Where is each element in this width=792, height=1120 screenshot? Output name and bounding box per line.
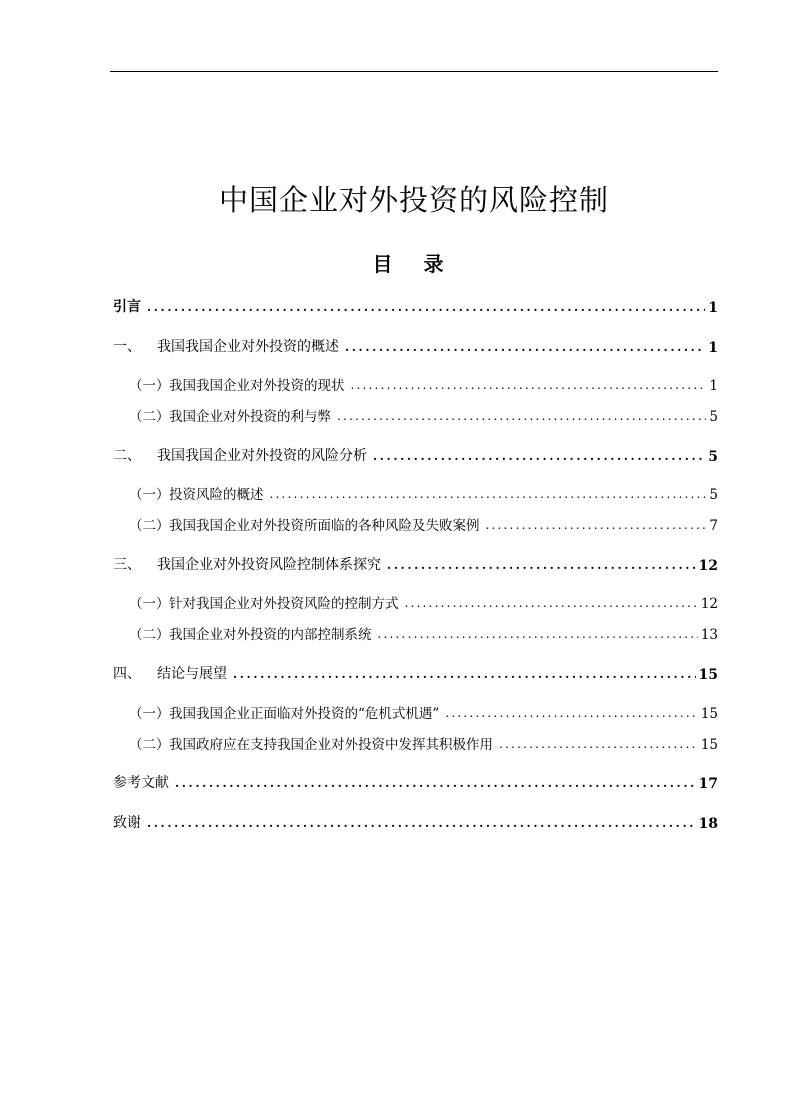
toc-heading: 目 录 xyxy=(372,252,456,276)
toc-leader xyxy=(486,518,707,534)
toc-leader xyxy=(351,378,707,394)
toc-leader xyxy=(337,409,706,425)
toc-entry-number: （一） xyxy=(129,706,170,722)
toc-entry-number: 四、 xyxy=(113,666,141,682)
toc-entry-chapter-3[interactable] xyxy=(113,552,718,574)
toc-page-number: 15 xyxy=(698,667,718,683)
toc-entry-text: 结论与展望 xyxy=(157,666,227,682)
toc-page-number: 1 xyxy=(708,300,718,316)
toc-entry-text: 我国企业对外投资风险控制体系探究 xyxy=(157,557,381,573)
toc-entry-text: 我国我国企业对外投资所面临的各种风险及失败案例 xyxy=(169,518,480,534)
toc-page-number: 15 xyxy=(700,706,718,722)
toc-leader xyxy=(270,487,707,503)
toc-entry-number: （二） xyxy=(129,627,170,643)
toc-entry-text: 我国企业对外投资的利与弊 xyxy=(169,409,331,425)
toc-leader xyxy=(387,558,696,574)
toc-entry-text: 我国我国企业对外投资的概述 xyxy=(157,339,339,355)
toc-entry-section-4-1[interactable] xyxy=(129,700,718,722)
toc-entry-section-3-1[interactable] xyxy=(129,590,718,612)
toc-entry-number: （二） xyxy=(129,737,170,753)
toc-page-number: 17 xyxy=(698,776,718,792)
toc-leader xyxy=(147,816,696,832)
toc-entry-acknowledgements[interactable] xyxy=(113,810,718,832)
toc-page-number: 18 xyxy=(698,816,718,832)
toc-entry-text: 我国我国企业对外投资的现状 xyxy=(169,378,345,394)
toc-entry-text: 我国我国企业对外投资的风险分析 xyxy=(157,448,367,464)
toc-entry-text: 我国我国企业正面临对外投资的“危机式机遇” xyxy=(169,706,440,722)
toc-leader xyxy=(499,737,698,753)
toc-leader xyxy=(405,596,698,612)
toc-leader xyxy=(373,449,705,465)
toc-entry-text: 投资风险的概述 xyxy=(169,487,264,503)
toc-page-number: 15 xyxy=(700,737,718,753)
toc-entry-number: （一） xyxy=(129,596,170,612)
header-rule xyxy=(110,71,718,72)
toc-entry-text: 针对我国企业对外投资风险的控制方式 xyxy=(169,596,399,612)
toc-entry-text: 参考文献 xyxy=(113,775,169,791)
toc-entry-section-4-2[interactable] xyxy=(129,731,718,753)
toc-page-number: 12 xyxy=(698,558,718,574)
toc-leader xyxy=(378,627,698,643)
toc-entry-section-2-2[interactable] xyxy=(129,512,718,534)
toc-entry-chapter-4[interactable] xyxy=(113,661,718,683)
toc-entry-chapter-1[interactable] xyxy=(113,334,718,356)
toc-entry-text: 引言 xyxy=(113,299,141,315)
toc-leader xyxy=(147,300,705,316)
toc-entry-number: （一） xyxy=(129,487,170,503)
toc-page-number: 5 xyxy=(709,409,718,425)
toc-entry-number: （二） xyxy=(129,518,170,534)
toc-entry-number: （二） xyxy=(129,409,170,425)
toc-entry-text: 我国企业对外投资的内部控制系统 xyxy=(169,627,372,643)
toc-entry-references[interactable] xyxy=(113,770,718,792)
toc-entry-number: 三、 xyxy=(113,557,141,573)
toc-entry-intro[interactable] xyxy=(113,294,718,316)
toc-leader xyxy=(445,706,698,722)
toc-page-number: 1 xyxy=(708,340,718,356)
toc-page-number: 5 xyxy=(708,449,718,465)
toc-entry-number: 二、 xyxy=(113,448,141,464)
toc-entry-section-1-1[interactable] xyxy=(129,372,718,394)
toc-page-number: 7 xyxy=(709,518,718,534)
toc-entry-section-3-2[interactable] xyxy=(129,621,718,643)
toc-entry-number: 一、 xyxy=(113,339,141,355)
toc-entry-section-2-1[interactable] xyxy=(129,481,718,503)
toc-leader xyxy=(175,776,696,792)
toc-entry-number: （一） xyxy=(129,378,170,394)
toc-entry-chapter-2[interactable] xyxy=(113,443,718,465)
toc-entry-text: 我国政府应在支持我国企业对外投资中发挥其积极作用 xyxy=(169,737,493,753)
toc-leader xyxy=(233,667,696,683)
toc-page-number: 12 xyxy=(700,596,718,612)
toc-entry-section-1-2[interactable] xyxy=(129,403,718,425)
toc-page-number: 1 xyxy=(709,378,718,394)
toc-entry-text: 致谢 xyxy=(113,815,141,831)
toc-page-number: 5 xyxy=(709,487,718,503)
toc-leader xyxy=(345,340,705,356)
toc-page-number: 13 xyxy=(700,627,718,643)
document-title: 中国企业对外投资的风险控制 xyxy=(218,183,609,217)
